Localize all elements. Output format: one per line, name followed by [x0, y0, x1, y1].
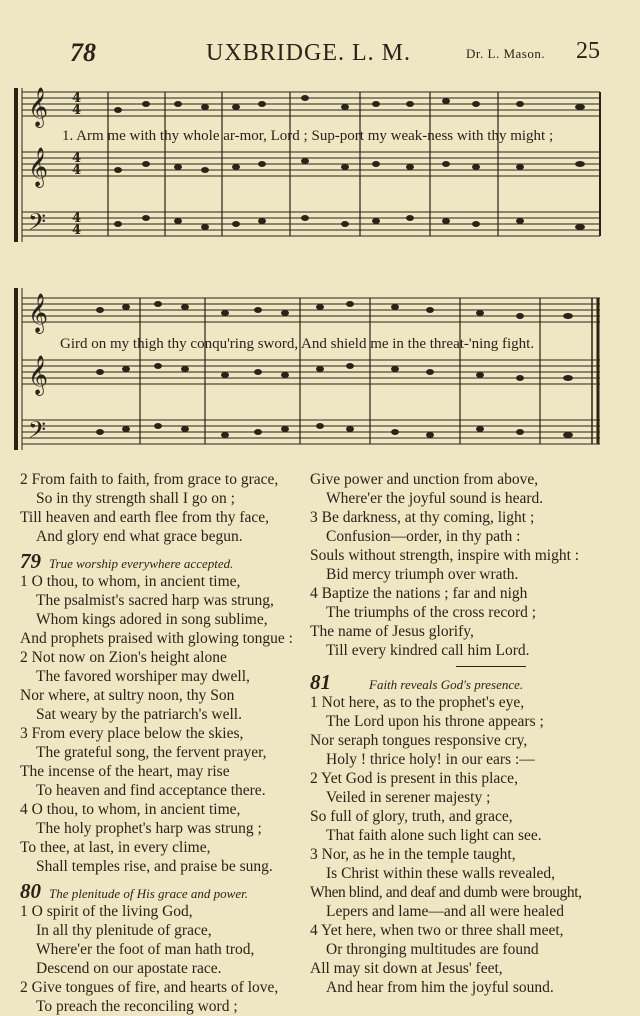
- verse-line: 1 O spirit of the living God,: [20, 903, 193, 920]
- verse-line: The psalmist's sacred harp was strung,: [36, 592, 274, 609]
- verse-line: Whom kings adored in song sublime,: [36, 611, 268, 628]
- verse-line: The incense of the heart, may rise: [20, 763, 230, 780]
- verse-line: Bid mercy triumph over wrath.: [326, 566, 519, 583]
- verse-line: Sat weary by the patriarch's well.: [36, 706, 242, 723]
- svg-text:4: 4: [72, 91, 82, 106]
- verse-line: And prophets praised with glowing tongue :: [20, 630, 293, 647]
- verse-line: To heaven and find acceptance there.: [36, 782, 266, 799]
- verse-line: Till heaven and earth flee from thy face,: [20, 509, 270, 526]
- verse-line: The favored worshiper may dwell,: [36, 668, 250, 685]
- section-divider: [456, 666, 526, 667]
- hymn-80-number: 80: [20, 879, 41, 903]
- staff-system-2: [0, 282, 640, 457]
- system-1-lyric: 1. Arm me with thy whole ar-mor, Lord ; Sup-port my weak-ness with thy might ;: [62, 128, 554, 144]
- hymn-79-heading: [20, 549, 310, 573]
- verse-line: And hear from him the joyful sound.: [326, 979, 554, 996]
- verse-line: Holy ! thrice holy! in our ears :—: [326, 751, 535, 768]
- hymn-number: 78: [70, 38, 96, 67]
- verse-line: To preach the reconciling word ;: [36, 998, 238, 1015]
- hymn-79-subtitle: True worship everywhere accepted.: [49, 556, 234, 571]
- verse-line: Or thronging multitudes are found: [326, 941, 539, 958]
- music-system-2: [0, 282, 640, 457]
- verse-line: The grateful song, the fervent prayer,: [36, 744, 267, 761]
- verse-line: Is Christ within these walls revealed,: [326, 865, 556, 882]
- svg-text:𝄞: 𝄞: [28, 147, 49, 187]
- svg-text:𝄢: 𝄢: [28, 208, 47, 241]
- verse-line: 2 Not now on Zion's height alone: [20, 649, 227, 666]
- verse-line: 1 O thou, to whom, in ancient time,: [20, 573, 241, 590]
- verse-line: And glory end what grace begun.: [36, 528, 243, 545]
- music-system-1: [0, 82, 640, 252]
- verse-line: Nor seraph tongues responsive cry,: [310, 732, 528, 749]
- hymn-79-number: 79: [20, 549, 41, 573]
- system-2-lyric: Gird on my thigh thy conqu'ring sword, And shield me in the threat-'ning fight.: [60, 336, 535, 352]
- page-number: 25: [576, 38, 600, 64]
- page-header: [0, 38, 640, 68]
- verse-line: Descend on our apostate race.: [36, 960, 222, 977]
- hymn-80-subtitle: The plenitude of His grace and power.: [49, 886, 248, 901]
- verse-line: 2 Yet God is present in this place,: [310, 770, 518, 787]
- verse-line: 4 O thou, to whom, in ancient time,: [20, 801, 241, 818]
- verse-line: Till every kindred call him Lord.: [326, 642, 530, 659]
- verse-line: 2 From faith to faith, from grace to grace,: [20, 471, 279, 488]
- verse-line: To thee, at last, in every clime,: [20, 839, 211, 856]
- verse-line: So full of glory, truth, and grace,: [310, 808, 513, 825]
- hymn-81-heading: [310, 670, 635, 694]
- verse-line: 4 Baptize the nations ; far and nigh: [310, 585, 528, 602]
- svg-text:4: 4: [72, 211, 82, 226]
- verse-line: Where'er the joyful sound is heard.: [326, 490, 544, 507]
- verse-line: That faith alone such light can see.: [326, 827, 542, 844]
- verse-line: Give power and unction from above,: [310, 471, 539, 488]
- verse-line: Nor where, at sultry noon, thy Son: [20, 687, 235, 704]
- svg-text:4: 4: [72, 151, 82, 166]
- verse-line: Confusion—order, in thy path :: [326, 528, 521, 545]
- svg-text:𝄞: 𝄞: [28, 293, 49, 333]
- verse-line: 2 Give tongues of fire, and hearts of love,: [20, 979, 279, 996]
- hymn-81-number: 81: [310, 670, 331, 694]
- svg-text:𝄢: 𝄢: [28, 416, 47, 449]
- svg-text:4: 4: [72, 163, 82, 178]
- verse-line: 3 Nor, as he in the temple taught,: [310, 846, 516, 863]
- tune-title: UXBRIDGE. L. M.: [206, 40, 411, 66]
- right-column: [310, 470, 635, 997]
- verse-line: The name of Jesus glorify,: [310, 623, 474, 640]
- verse-line: When blind, and deaf and dumb were brought,: [310, 884, 582, 901]
- verse-line: Veiled in serener majesty ;: [326, 789, 491, 806]
- verse-line: In all thy plenitude of grace,: [36, 922, 212, 939]
- staff-system-1: [0, 82, 640, 252]
- svg-text:4: 4: [72, 223, 82, 238]
- verse-line: Shall temples rise, and praise be sung.: [36, 858, 273, 875]
- verse-line: The Lord upon his throne appears ;: [326, 713, 544, 730]
- left-column: [20, 470, 310, 1016]
- hymn-80-heading: [20, 879, 310, 903]
- verse-line: 3 Be darkness, at thy coming, light ;: [310, 509, 535, 526]
- composer-credit: Dr. L. Mason.: [466, 46, 546, 61]
- hymn-81-subtitle: Faith reveals God's presence.: [369, 677, 524, 692]
- verse-line: All may sit down at Jesus' feet,: [310, 960, 503, 977]
- verse-line: The holy prophet's harp was strung ;: [36, 820, 262, 837]
- verse-line: Lepers and lame—and all were healed: [326, 903, 564, 920]
- verse-line: 4 Yet here, when two or three shall meet,: [310, 922, 564, 939]
- svg-text:4: 4: [72, 103, 82, 118]
- verse-line: 1 Not here, as to the prophet's eye,: [310, 694, 525, 711]
- verse-line: The triumphs of the cross record ;: [326, 604, 537, 621]
- verse-line: Where'er the foot of man hath trod,: [36, 941, 255, 958]
- verse-line: 3 From every place below the skies,: [20, 725, 244, 742]
- verse-line: So in thy strength shall I go on ;: [36, 490, 235, 507]
- svg-text:𝄞: 𝄞: [28, 355, 49, 395]
- verse-line: Souls without strength, inspire with might :: [310, 547, 580, 564]
- svg-text:𝄞: 𝄞: [28, 87, 49, 127]
